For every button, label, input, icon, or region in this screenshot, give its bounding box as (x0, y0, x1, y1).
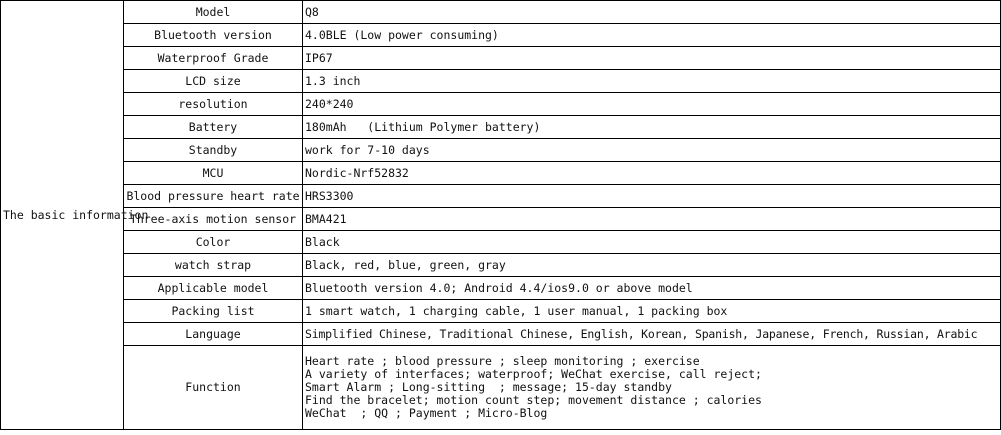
table-row (1, 254, 1001, 277)
function-line: Smart Alarm ; Long-sitting ; message; 15-day standby (305, 380, 672, 394)
table-row (1, 24, 1001, 47)
table-row (1, 116, 1001, 139)
row-label: Waterproof Grade (124, 47, 303, 70)
table-row (1, 70, 1001, 93)
row-label: Language (124, 323, 303, 346)
table-row (1, 208, 1001, 231)
table-row (1, 277, 1001, 300)
row-label: Bluetooth version (124, 24, 303, 47)
row-label: MCU (124, 162, 303, 185)
table-row (1, 323, 1001, 346)
row-value: HRS3300 (303, 185, 1001, 208)
table-row (1, 185, 1001, 208)
function-row (1, 346, 1001, 430)
row-value: 1 smart watch, 1 charging cable, 1 user manual, 1 packing box (303, 300, 1001, 323)
row-label: Standby (124, 139, 303, 162)
table-row (1, 300, 1001, 323)
function-line: WeChat ; QQ ; Payment ; Micro-Blog (305, 406, 548, 420)
row-value: 1.3 inch (303, 70, 1001, 93)
function-list (303, 346, 1001, 430)
row-label: Applicable model (124, 277, 303, 300)
table-row (1, 139, 1001, 162)
row-value: 4.0BLE (Low power consuming) (303, 24, 1001, 47)
function-line: A variety of interfaces; waterproof; WeChat exercise, call reject; (305, 367, 762, 381)
row-value: IP67 (303, 47, 1001, 70)
row-label: Blood pressure heart rate (124, 185, 303, 208)
row-value: Black (303, 231, 1001, 254)
row-value: 240*240 (303, 93, 1001, 116)
row-label: Battery (124, 116, 303, 139)
row-label: resolution (124, 93, 303, 116)
function-label: Function (124, 346, 303, 430)
table-row (1, 231, 1001, 254)
table-row (1, 47, 1001, 70)
row-label: Model (124, 1, 303, 24)
table-row (1, 93, 1001, 116)
row-label: Color (124, 231, 303, 254)
function-line: Find the bracelet; motion count step; movement distance ; calories (305, 393, 762, 407)
row-value: work for 7-10 days (303, 139, 1001, 162)
table-row (1, 1, 1001, 24)
row-label: Packing list (124, 300, 303, 323)
table-row (1, 162, 1001, 185)
function-line: Heart rate ; blood pressure ; sleep monitoring ; exercise (305, 354, 700, 368)
row-label: Three-axis motion sensor (124, 208, 303, 231)
row-value: Black, red, blue, green, gray (303, 254, 1001, 277)
row-value: 180mAh (Lithium Polymer battery) (303, 116, 1001, 139)
row-value: Bluetooth version 4.0; Android 4.4/ios9.0 or above model (303, 277, 1001, 300)
row-value: Simplified Chinese, Traditional Chinese, English, Korean, Spanish, Japanese, French, Russian, Arabic (303, 323, 1001, 346)
row-value: Q8 (303, 1, 1001, 24)
row-label: LCD size (124, 70, 303, 93)
section-title: The basic information (1, 1, 124, 430)
row-value: BMA421 (303, 208, 1001, 231)
row-value: Nordic-Nrf52832 (303, 162, 1001, 185)
row-label: watch strap (124, 254, 303, 277)
